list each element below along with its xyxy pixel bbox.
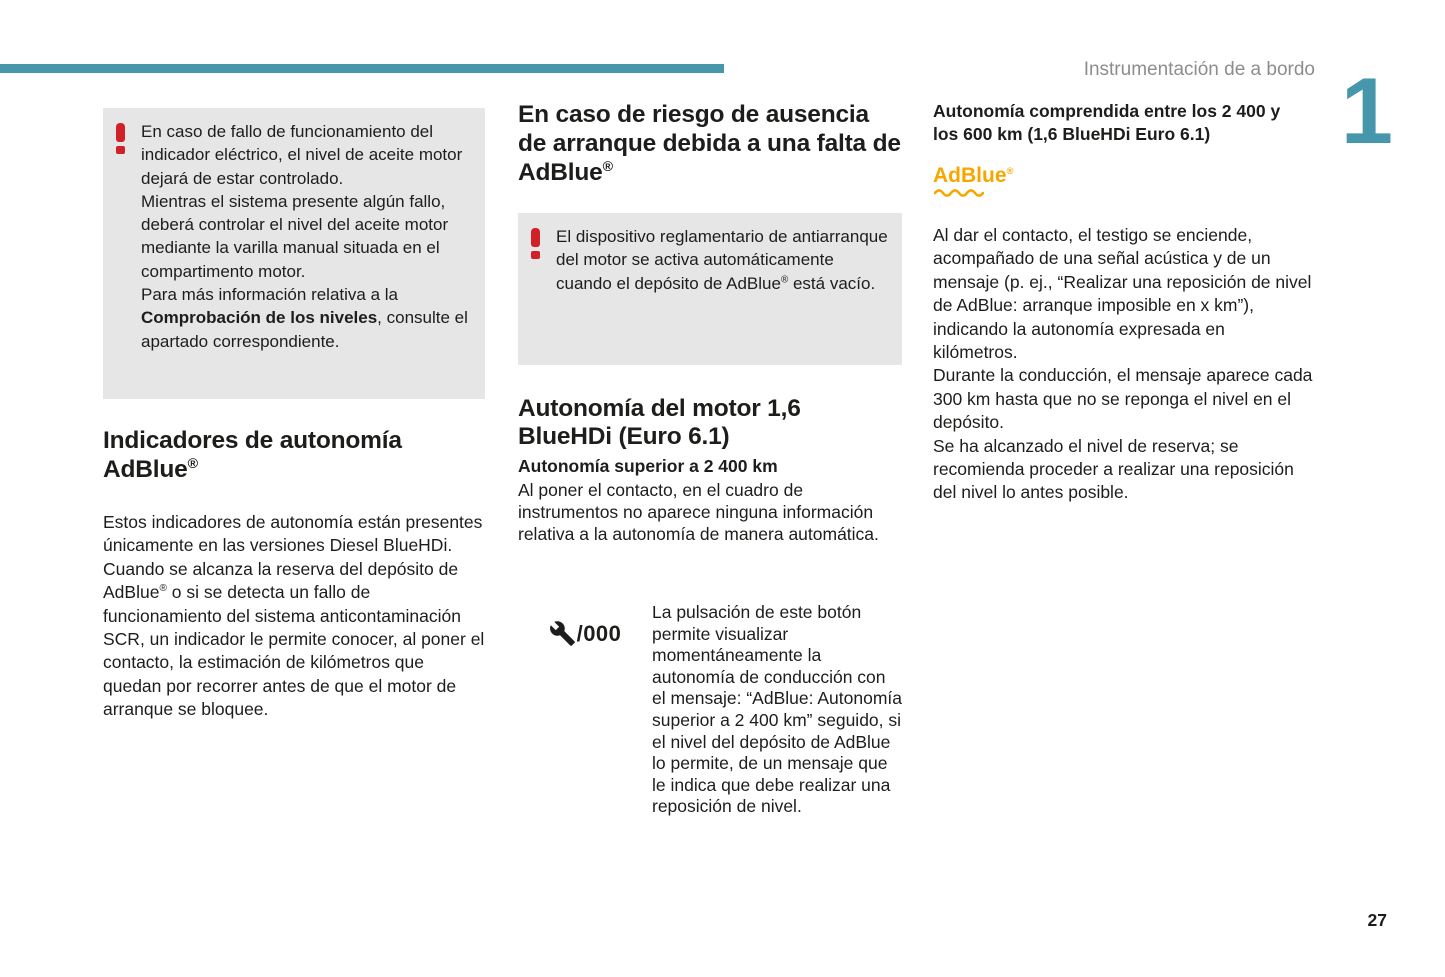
registered-mark: ® [159,583,167,595]
subheading-autonomy-over-2400: Autonomía superior a 2 400 km [518,456,778,476]
section-title-no-start-risk: En caso de riesgo de ausencia de arranque debida a una falta de AdBlue® [518,101,901,186]
registered-mark: ® [602,158,613,175]
chapter-number-tab: 1 [1340,58,1393,163]
registered-mark: ® [780,273,789,285]
adblue-logo [933,165,1313,197]
bold-cross-reference: Comprobación de los niveles [141,308,378,328]
column-left [103,108,485,722]
header-accent-bar [0,64,724,73]
oil-level-warning-box [103,108,485,399]
body-paragraph: Al dar el contacto, el testigo se enciende, acompañado de una señal acústica y de un mensaje (p. ej., “Realizar una reposición de nivel de AdBlue: arranque imposible en x km”), indicando la autonomía expresada en kilómetros. [933,225,1312,363]
section-title-autonomy-2400-600: Autonomía comprendida entre los 2 400 y los 600 km (1,6 BlueHDi Euro 6.1) [933,101,1281,144]
column-right [933,100,1313,505]
oil-level-warning-text [141,120,475,353]
section-title-engine-autonomy: Autonomía del motor 1,6 BlueHDi (Euro 6.1) [518,395,801,450]
body-paragraph: Se ha alcanzado el nivel de reserva; se recomienda proceder a realizar una reposición del nivel lo antes posible. [933,435,1294,503]
autonomy-2400-600-body [933,224,1313,505]
body-paragraph: Al poner el contacto, en el cuadro de instrumentos no aparece ninguna información relativa a la autonomía de manera automática. [518,480,879,544]
page-number: 27 [1367,910,1387,930]
page-header-title: Instrumentación de a bordo [1083,59,1315,80]
warning-exclamation-icon [531,228,540,259]
antistart-warning-text [556,225,892,295]
body-paragraph: Estos indicadores de autonomía están presentes únicamente en las versiones Diesel BlueHDi. [103,512,483,556]
button-description-text: La pulsación de este botón permite visualizar momentáneamente la autonomía de conducción con el mensaje: “AdBlue: Autonomía superior a 2 400 km” seguido, si el nivel del depósito de AdBlue lo permite, de un mensaje que le indica que debe realizar una reposición de nivel. [652,602,903,817]
check-button-row [518,602,902,818]
warning-paragraph: En caso de fallo de funcionamiento del indicador eléctrico, el nivel de aceite motor dejará de estar controlado. [141,122,463,188]
trip-check-button-icon [518,602,652,647]
warning-paragraph: Mientras el sistema presente algún fallo, deberá controlar el nivel del aceite motor mediante la varilla manual situada en el compartimento motor. [141,191,449,281]
body-paragraph: Cuando se alcanza la reserva del depósito de AdBlue® o si se detecta un fallo de funcionamiento del sistema anticontaminación SCR, un indicador le permite conocer, al poner el contacto, la estimación de kilómetros que quedan por recorrer antes de que el motor de arranque se bloquee. [103,558,485,720]
button-label-000: /000 [576,620,622,646]
column-middle [518,100,902,818]
section-title-adblue-range-indicators: Indicadores de autonomía AdBlue® [103,427,402,483]
warning-paragraph: Para más información relativa a la Comprobación de los niveles, consulte el apartado correspondiente. [141,285,468,351]
registered-mark: ® [187,455,198,472]
body-paragraph: Durante la conducción, el mensaje aparece cada 300 km hasta que no se reponga el nivel en el depósito. [933,365,1313,433]
registered-mark: ® [1006,166,1014,177]
warning-paragraph: El dispositivo reglamentario de antiarranque del motor se activa automáticamente cuando el depósito de AdBlue® está vacío. [556,227,888,293]
adblue-logo-word: AdBlue® [933,164,1014,187]
adblue-wave-icon [934,187,984,197]
wrench-icon [549,620,576,647]
adblue-indicators-body [103,511,485,722]
antistart-warning-box [518,213,902,365]
warning-exclamation-icon [116,123,125,154]
